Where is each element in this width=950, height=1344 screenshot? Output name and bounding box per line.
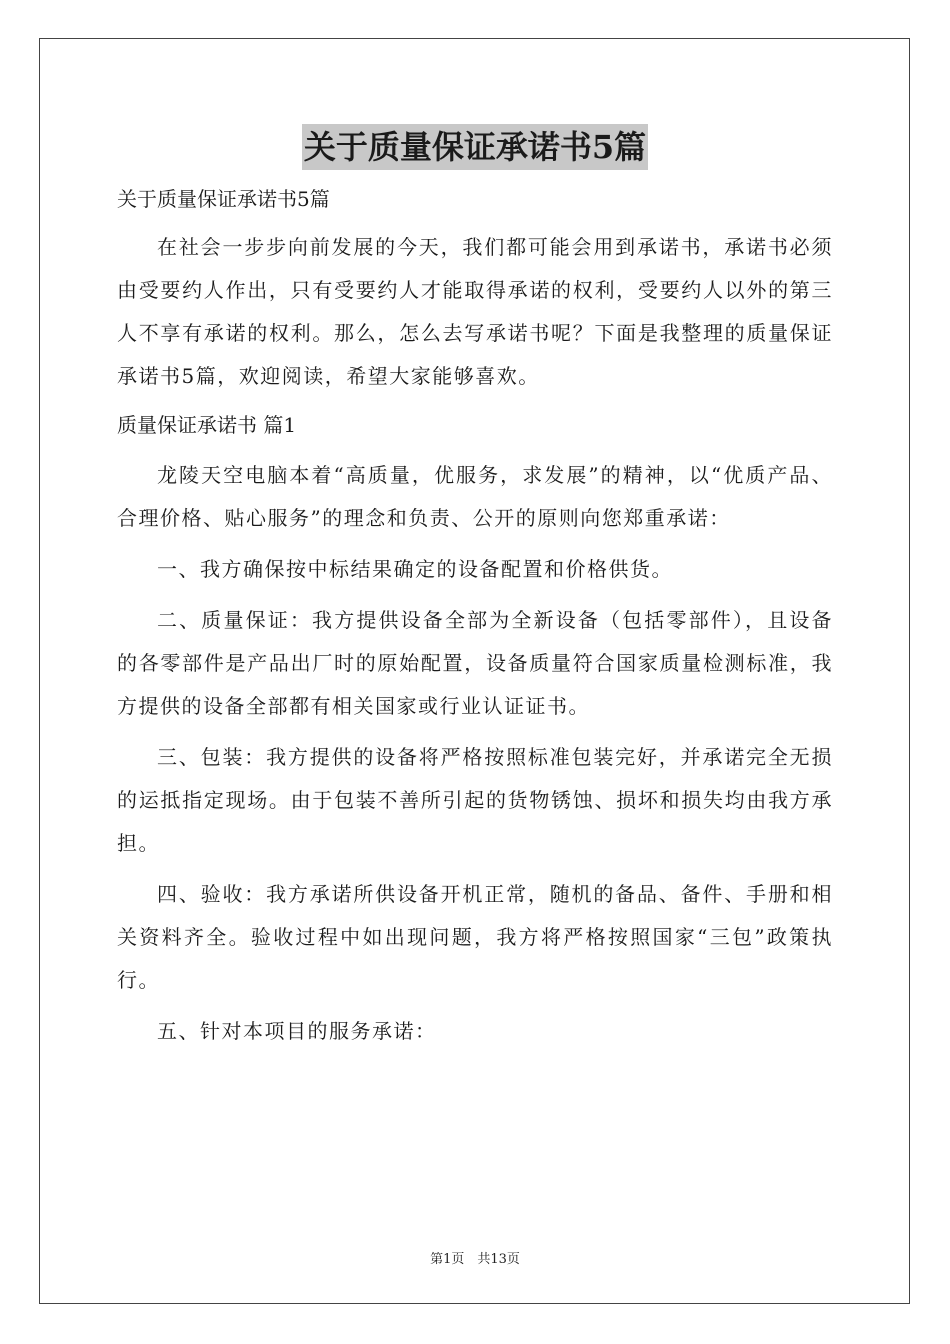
page-footer: 第1页 共13页 xyxy=(430,1252,520,1267)
document-body xyxy=(117,180,833,1061)
body-paragraph: 四、验收：我方承诺所供设备开机正常，随机的备品、备件、手册和相关资料齐全。验收过程中如出现问题，我方将严格按照国家“三包”政策执行。 xyxy=(117,882,833,992)
title-container xyxy=(0,124,950,170)
body-paragraph: 五、针对本项目的服务承诺： xyxy=(157,1019,437,1043)
body-paragraph: 二、质量保证：我方提供设备全部为全新设备（包括零部件），且设备的各零部件是产品出厂时的原始配置，设备质量符合国家质量检测标准，我方提供的设备全部都有相关国家或行业认证证书。 xyxy=(117,608,833,718)
intro-paragraph: 在社会一步步向前发展的今天，我们都可能会用到承诺书，承诺书必须由受要约人作出，只有受要约人才能取得承诺的权利，受要约人以外的第三人不享有承诺的权利。那么，怎么去写承诺书呢？下面是我整理的质量保证承诺书5篇，欢迎阅读，希望大家能够喜欢。 xyxy=(117,235,833,388)
document-subtitle: 关于质量保证承诺书5篇 xyxy=(117,187,330,211)
body-paragraph: 龙陵天空电脑本着“高质量，优服务，求发展”的精神，以“优质产品、合理价格、贴心服务”的理念和负责、公开的原则向您郑重承诺： xyxy=(117,463,833,530)
body-paragraph: 三、包装：我方提供的设备将严格按照标准包装完好，并承诺完全无损的运抵指定现场。由于包装不善所引起的货物锈蚀、损坏和损失均由我方承担。 xyxy=(117,745,833,855)
document-title: 关于质量保证承诺书5篇 xyxy=(302,124,648,170)
section-heading: 质量保证承诺书 篇1 xyxy=(117,413,297,437)
body-paragraph: 一、我方确保按中标结果确定的设备配置和价格供货。 xyxy=(157,557,673,581)
